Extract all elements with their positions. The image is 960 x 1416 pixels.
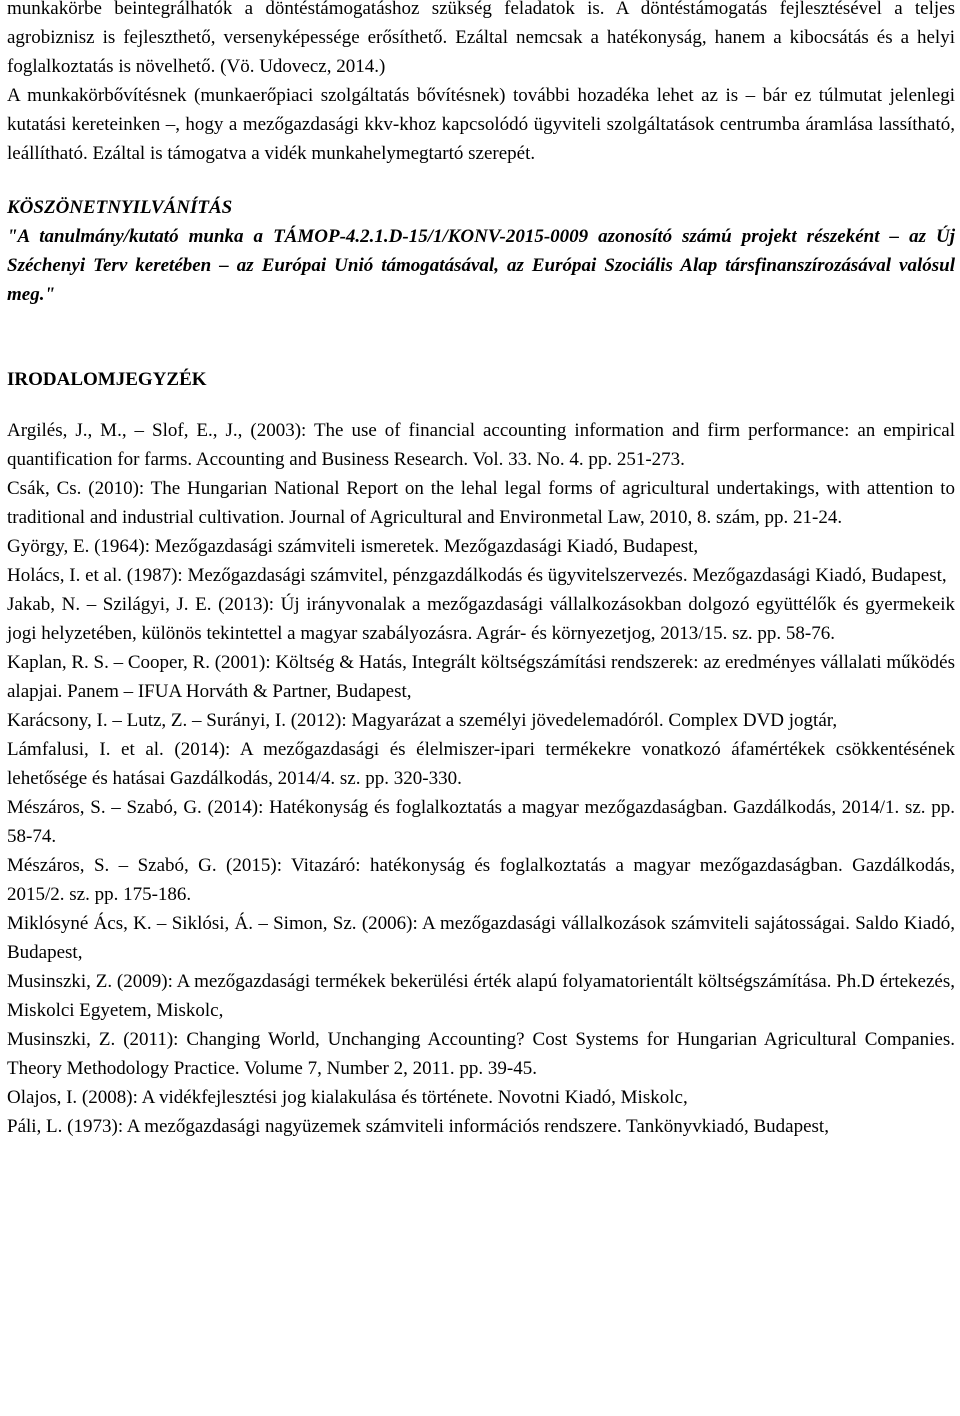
reference-item: Musinszki, Z. (2011): Changing World, Unchanging Accounting? Cost Systems for Hungarian Agricultural Companies. Theory Methodology Practice. Volume 7, Number 2, 2011. pp. 39-45. xyxy=(7,1029,955,1079)
document-page xyxy=(7,0,955,1141)
reference-item: Jakab, N. – Szilágyi, J. E. (2013): Új irányvonalak a mezőgazdasági vállalkozásokban dolgozó együttélők és gyermekeik jogi helyzetében, különös tekintettel a magyar szabályozásra. Agrár- és környezetjog, 2013/15. sz. pp. 58-76. xyxy=(7,594,955,644)
reference-item: Olajos, I. (2008): A vidékfejlesztési jog kialakulása és története. Novotni Kiadó, Miskolc, xyxy=(7,1087,688,1108)
acknowledgement-heading: KÖSZÖNETNYILVÁNÍTÁS xyxy=(7,197,233,218)
reference-list xyxy=(7,416,955,1141)
bibliography-heading: IRODALOMJEGYZÉK xyxy=(7,369,207,390)
intro-paragraph-1: munkakörbe beintegrálhatók a döntéstámogatáshoz szükség feladatok is. A döntéstámogatás fejlesztésével a teljes agrobiznisz is fejleszthető, versenyképessége erősíthető. Ezáltal nemcsak a hatékonyság, hanem a kibocsátás és a helyi foglalkoztatás is növelhető. (Vö. Udovecz, 2014.) xyxy=(7,0,955,77)
bibliography-section xyxy=(7,365,955,1141)
acknowledgement-text: "A tanulmány/kutató munka a TÁMOP-4.2.1.D-15/1/KONV-2015-0009 azonosító számú projekt részeként – az Új Széchenyi Terv keretében – az Európai Unió támogatásával, az Európai Szociális Alap társfinanszírozásával valósul meg." xyxy=(7,226,955,305)
intro-paragraph-2: A munkakörbővítésnek (munkaerőpiaci szolgáltatás bővítésnek) további hozadéka lehet az is – bár ez túlmutat jelenlegi kutatási kereteinken –, hogy a mezőgazdasági kkv-khoz kapcsolódó ügyviteli szolgáltatások centrumba áramlása lassítható, leállítható. Ezáltal is támogatva a vidék munkahelymegtartó szerepét. xyxy=(7,85,955,164)
reference-item: Mészáros, S. – Szabó, G. (2014): Hatékonyság és foglalkoztatás a magyar mezőgazdaságban. Gazdálkodás, 2014/1. sz. pp. 58-74. xyxy=(7,797,955,847)
reference-item: Musinszki, Z. (2009): A mezőgazdasági termékek bekerülési érték alapú folyamatorientált költségszámítása. Ph.D értekezés, Miskolci Egyetem, Miskolc, xyxy=(7,971,955,1021)
acknowledgement-section xyxy=(7,193,955,309)
reference-item: Argilés, J., M., – Slof, E., J., (2003): The use of financial accounting information and firm performance: an empirical quantification for farms. Accounting and Business Research. Vol. 33. No. 4. pp. 251-273. xyxy=(7,420,955,470)
reference-item: Kaplan, R. S. – Cooper, R. (2001): Költség & Hatás, Integrált költségszámítási rendszerek: az eredményes vállalati működés alapjai. Panem – IFUA Horváth & Partner, Budapest, xyxy=(7,652,955,702)
reference-item: Karácsony, I. – Lutz, Z. – Surányi, I. (2012): Magyarázat a személyi jövedelemadóról. Complex DVD jogtár, xyxy=(7,710,838,731)
reference-item: György, E. (1964): Mezőgazdasági számviteli ismeretek. Mezőgazdasági Kiadó, Budapest, xyxy=(7,536,699,557)
reference-item: Miklósyné Ács, K. – Siklósi, Á. – Simon, Sz. (2006): A mezőgazdasági vállalkozások számviteli sajátosságai. Saldo Kiadó, Budapest, xyxy=(7,913,955,963)
reference-item: Lámfalusi, I. et al. (2014): A mezőgazdasági és élelmiszer-ipari termékekre vonatkozó áfamértékek csökkentésének lehetősége és hatásai Gazdálkodás, 2014/4. sz. pp. 320-330. xyxy=(7,739,955,789)
reference-item: Holács, I. et al. (1987): Mezőgazdasági számvitel, pénzgazdálkodás és ügyvitelszervezés. Mezőgazdasági Kiadó, Budapest, xyxy=(7,565,947,586)
reference-item: Páli, L. (1973): A mezőgazdasági nagyüzemek számviteli információs rendszere. Tankönyvkiadó, Budapest, xyxy=(7,1116,829,1137)
reference-item: Mészáros, S. – Szabó, G. (2015): Vitazáró: hatékonyság és foglalkoztatás a magyar mezőgazdaságban. Gazdálkodás, 2015/2. sz. pp. 175-186. xyxy=(7,855,955,905)
reference-item: Csák, Cs. (2010): The Hungarian National Report on the lehal legal forms of agricultural undertakings, with attention to traditional and industrial cultivation. Journal of Agricultural and Environmetal Law, 2010, 8. szám, pp. 21-24. xyxy=(7,478,955,528)
